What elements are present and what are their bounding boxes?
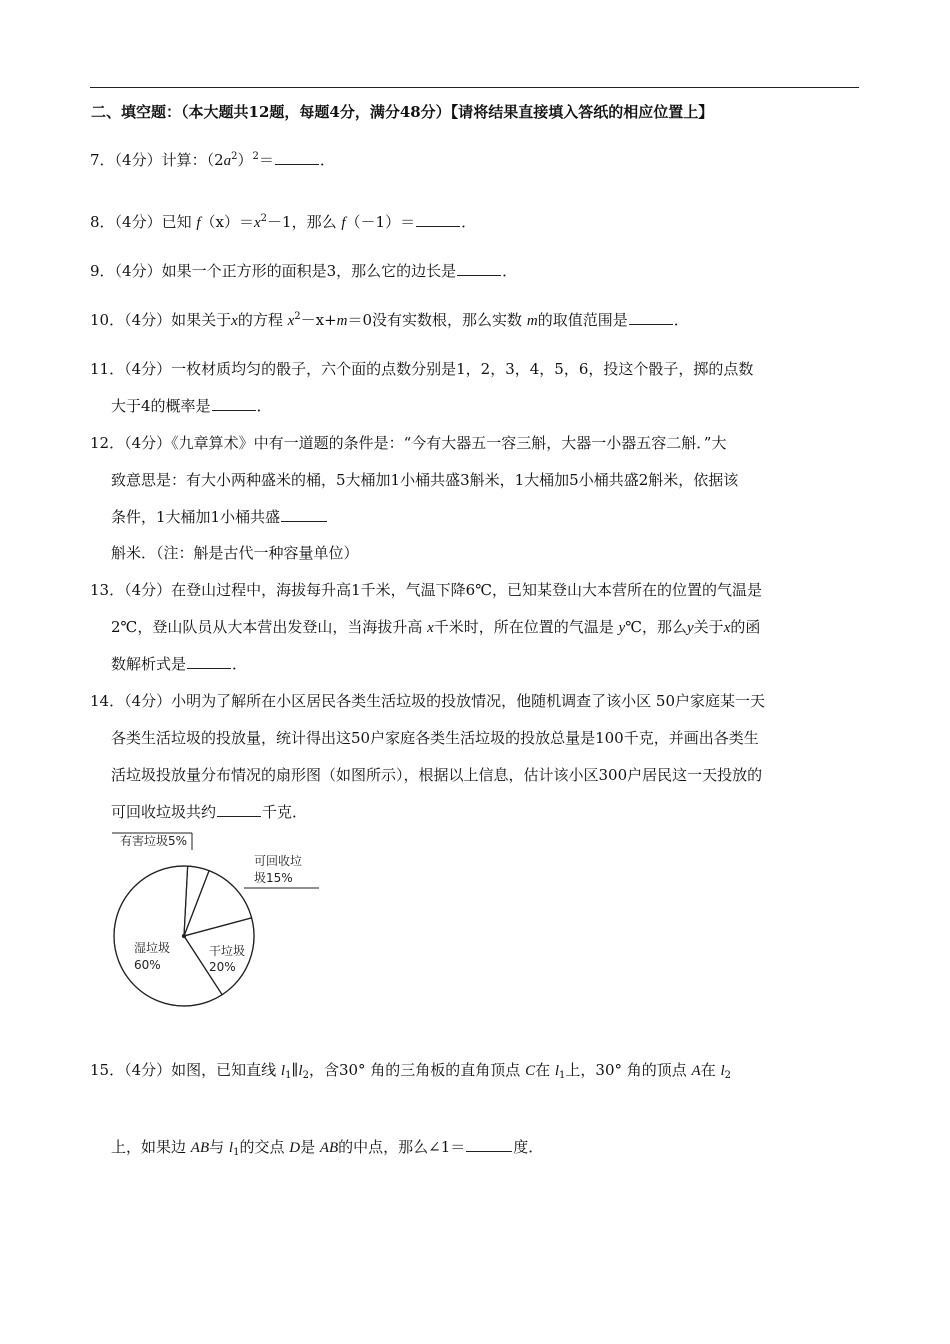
question-15-line-2: 上，如果边 AB与 $l_1$的交点 D是 AB的中点，那么∠1＝ 度． (111, 1138, 544, 1158)
question-14-line-4: 可回收垃圾共约 千克． (111, 803, 308, 821)
label-hazardous: 有害垃圾5% (120, 834, 188, 848)
answer-blank[interactable] (466, 1137, 512, 1152)
label-recyclable-line-1: 可回收垃 (254, 854, 303, 868)
pie-center-dot (182, 934, 186, 938)
label-wet-name: 湿垃圾 (134, 941, 171, 955)
answer-blank[interactable] (457, 261, 501, 276)
question-13-line-2: 2℃，登山队员从大本营出发登山，当海拔升高 x千米时，所在位置的气温是 y℃，那么y关于x的函 (111, 618, 761, 636)
question-15-line-1: 15．（4分）如图，已知直线 $l_1\parallel l_2$，含30° 角的三角板的直角顶点 C在 $l_1$上，30° 角的顶点 A在 $l_2$ (90, 1061, 732, 1081)
question-8: 8．（4分）已知 $f(x)=x^2-1$，那么 f（－1）＝ ． (90, 213, 477, 231)
answer-blank[interactable] (281, 507, 327, 522)
question-11-line-2: 大于4的概率是 ． (111, 397, 272, 415)
question-12-line-3: 条件，1大桶加1小桶共盛 (111, 507, 328, 527)
question-13-line-1: 13．（4分）在登山过程中，海拔每升高1千米，气温下降6℃，已知某登山大本营所在的位置的气温是 (90, 581, 763, 599)
question-12-line-2: 致意思是：有大小两种盛米的桶，5大桶加1小桶共盛3斛米，1大桶加5小桶共盛2斛米，依据该 (111, 471, 739, 489)
question-13-line-3: 数解析式是 ． (111, 655, 248, 673)
answer-blank[interactable] (217, 802, 261, 817)
section-title: 二、填空题：（本大题共12题，每题4分，满分48分）【请将结果直接填入答纸的相应位置上】 (91, 103, 714, 121)
question-14-line-2: 各类生活垃圾的投放量，统计得出这50户家庭各类生活垃圾的投放总量是100千克，并画出各类生 (111, 729, 759, 747)
question-11-line-1: 11．（4分）一枚材质均匀的骰子，六个面的点数分别是1，2，3，4，5，6，投这个骰子，掷的点数 (90, 360, 754, 378)
answer-blank[interactable] (629, 310, 673, 325)
answer-blank[interactable] (416, 212, 460, 227)
label-dry-name: 干垃圾 (209, 944, 246, 958)
label-dry-pct: 20% (209, 960, 236, 974)
pie-chart-svg (104, 828, 334, 1028)
top-rule (90, 87, 859, 88)
question-12-line-1: 12．（4分）《九章算术》中有一道题的条件是：“今有大器五一容三斛，大器一小器五容二斛．”大 (90, 434, 727, 452)
pie-chart (104, 828, 334, 1028)
label-wet-pct: 60% (134, 958, 161, 972)
answer-blank[interactable] (212, 396, 256, 411)
question-10: 10．（4分）如果关于x的方程 $x^2-x+m=0$没有实数根，那么实数 m的取值范围是 ． (90, 311, 689, 329)
question-12-line-4: 斛米．（注：斛是古代一种容量单位） (111, 544, 359, 562)
answer-blank[interactable] (187, 654, 231, 669)
label-recyclable-line-2: 圾15% (254, 871, 293, 885)
question-9: 9．（4分）如果一个正方形的面积是3，那么它的边长是 ． (90, 262, 518, 280)
question-7: 7．（4分）计算：$(2a^2)^2=$ ． (90, 151, 335, 169)
question-14-line-3: 活垃圾投放量分布情况的扇形图（如图所示），根据以上信息，估计该小区300户居民这一天投放的 (111, 766, 763, 784)
answer-blank[interactable] (275, 150, 319, 165)
question-14-line-1: 14．（4分）小明为了解所在小区居民各类生活垃圾的投放情况，他随机调查了该小区 50户家庭某一天 (90, 692, 765, 710)
